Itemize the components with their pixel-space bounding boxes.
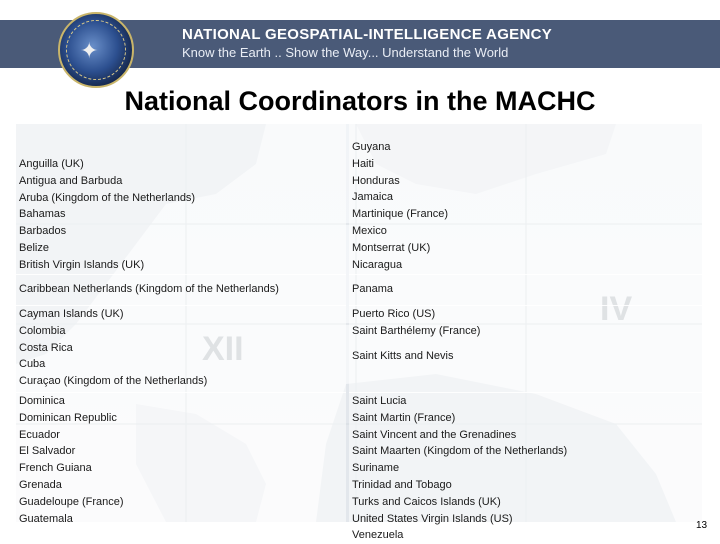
country-name: Dominican Republic <box>19 411 117 424</box>
country-name: Honduras <box>352 174 400 187</box>
agency-tagline: Know the Earth .. Show the Way... Understand the World <box>182 45 509 60</box>
country-name: Martinique (France) <box>352 208 448 221</box>
table-cell <box>349 306 702 392</box>
country-name: Belize <box>19 241 49 254</box>
country-name: Trinidad and Tobago <box>352 478 452 491</box>
table-row <box>349 124 702 275</box>
country-name: Jamaica <box>352 191 393 204</box>
country-name: Ecuador <box>19 428 60 441</box>
country-name: Caribbean Netherlands (Kingdom of the Netherlands) <box>19 283 279 295</box>
table-row <box>349 306 702 393</box>
country-name: Bahamas <box>19 208 66 221</box>
country-name: Venezuela <box>352 529 404 542</box>
page-number: 13 <box>696 520 708 531</box>
country-name: Barbados <box>19 225 67 238</box>
table-cell <box>16 275 346 305</box>
country-name: Turks and Caicos Islands (UK) <box>352 495 501 508</box>
country-name: Saint Barthélemy (France) <box>352 324 481 337</box>
country-name: Guadeloupe (France) <box>19 495 124 508</box>
country-name: Suriname <box>352 462 400 475</box>
seal-star-icon: ✦ <box>80 38 99 63</box>
country-name: Saint Vincent and the Grenadines <box>352 428 517 441</box>
country-name: Guatemala <box>19 512 73 525</box>
country-name: United States Virgin Islands (US) <box>352 512 513 525</box>
country-name: Costa Rica <box>19 341 73 354</box>
table-row <box>16 306 346 393</box>
table-cell <box>349 275 702 305</box>
country-name: Grenada <box>19 478 62 491</box>
table-row <box>349 275 702 306</box>
header-banner <box>0 0 720 84</box>
country-name: Aruba (Kingdom of the Netherlands) <box>19 191 196 204</box>
country-name: Dominica <box>19 395 65 407</box>
country-name: Nicaragua <box>352 258 403 271</box>
country-name: Saint Lucia <box>352 395 407 407</box>
country-name: Montserrat (UK) <box>352 241 431 254</box>
country-name: El Salvador <box>19 445 76 458</box>
country-name: Mexico <box>352 224 387 237</box>
table-cell <box>16 306 346 392</box>
page-title: National Coordinators in the MACHC <box>124 86 596 116</box>
country-name: Haiti <box>352 157 375 170</box>
country-name: Colombia <box>19 324 66 337</box>
country-name: Saint Martin (France) <box>352 411 456 424</box>
nga-seal-icon <box>58 12 134 88</box>
country-name: Saint Kitts and Nevis <box>352 349 454 362</box>
table-row <box>16 275 346 306</box>
country-name: Anguilla (UK) <box>19 158 84 170</box>
country-name: Curaçao (Kingdom of the Netherlands) <box>19 375 208 388</box>
table-cell <box>349 124 702 274</box>
agency-name: NATIONAL GEOSPATIAL-INTELLIGENCE AGENCY <box>182 26 553 43</box>
country-name: French Guiana <box>19 462 92 475</box>
coordinators-table-left <box>16 124 346 526</box>
table-cell <box>16 393 346 525</box>
table-row <box>16 124 346 275</box>
table-row <box>16 393 346 526</box>
country-name: Puerto Rico (US) <box>352 308 436 320</box>
country-name: Panama <box>352 283 393 295</box>
country-name: Guyana <box>352 141 391 153</box>
country-name: Saint Maarten (Kingdom of the Netherlands) <box>352 445 568 458</box>
country-name: Cayman Islands (UK) <box>19 308 124 320</box>
table-cell <box>16 124 346 274</box>
country-name: Antigua and Barbuda <box>19 174 123 187</box>
country-name: British Virgin Islands (UK) <box>19 258 145 271</box>
country-name: Cuba <box>19 358 46 371</box>
